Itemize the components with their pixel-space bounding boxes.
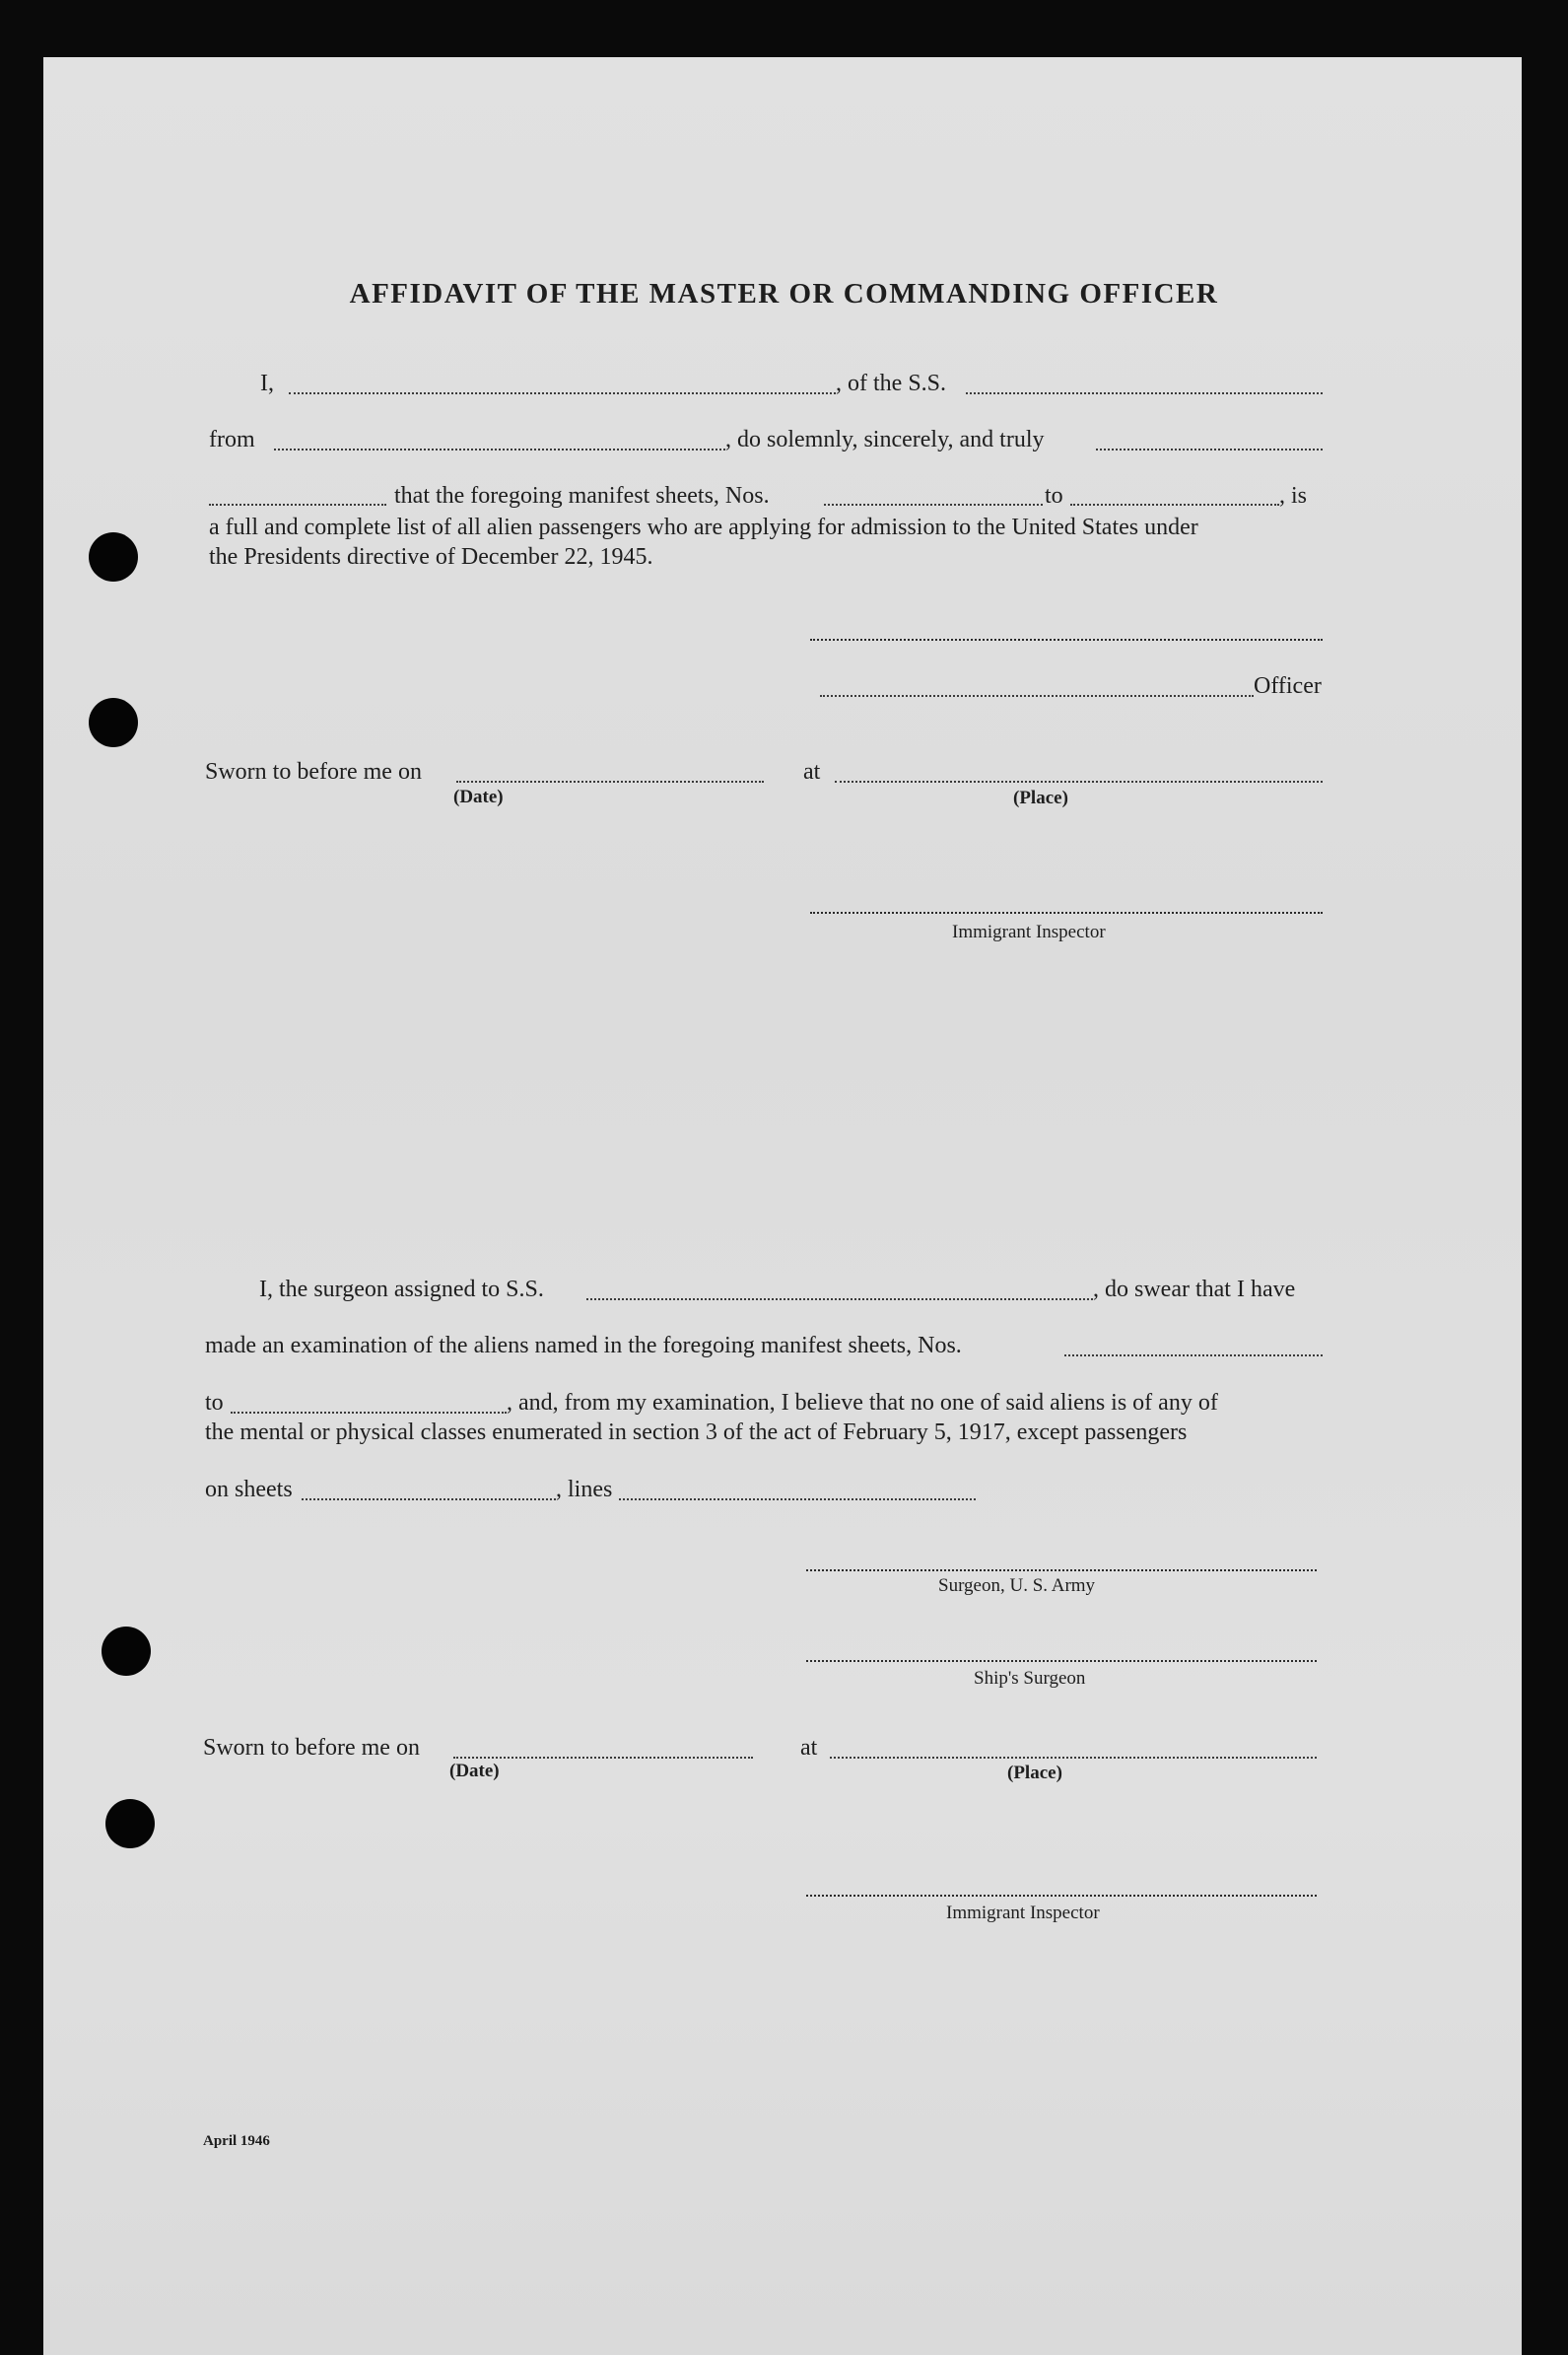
army-surgeon-caption: Surgeon, U. S. Army — [938, 1575, 1096, 1596]
master-signature-line[interactable] — [810, 639, 1323, 641]
surgeon-to-label: to — [205, 1390, 224, 1416]
master-swear-field[interactable] — [1096, 449, 1323, 450]
officer-signature-line[interactable] — [820, 695, 1254, 697]
surgeon-belief-line: , and, from my examination, I believe that no one of said aliens is of any of — [507, 1390, 1218, 1416]
binder-hole — [102, 1627, 151, 1676]
master-i-label: I, — [260, 371, 274, 396]
form-title: AFFIDAVIT OF THE MASTER OR COMMANDING OFFICER — [349, 278, 1219, 310]
surgeon-onsheets-field[interactable] — [302, 1498, 556, 1500]
surgeon-ship-field[interactable] — [586, 1298, 1093, 1300]
form-date-footer: April 1946 — [203, 2133, 270, 2149]
master-sworn-date-field[interactable] — [456, 781, 764, 783]
master-directive-line: the Presidents directive of December 22, 1945. — [209, 544, 653, 570]
ship-surgeon-signature-line[interactable] — [806, 1660, 1317, 1662]
surgeon-lines-field[interactable] — [619, 1498, 976, 1500]
master-from-field[interactable] — [274, 449, 725, 450]
master-at-label: at — [803, 759, 821, 785]
surgeon-date-caption: (Date) — [449, 1761, 500, 1781]
master-ss-label: , of the S.S. — [836, 371, 947, 396]
army-surgeon-signature-line[interactable] — [806, 1569, 1317, 1571]
master-statement-line: a full and complete list of all alien passengers who are applying for admission to the United States under — [209, 515, 1198, 540]
surgeon-swear-label: , do swear that I have — [1093, 1277, 1296, 1302]
surgeon-intro-label: I, the surgeon assigned to S.S. — [259, 1277, 544, 1302]
officer-label: Officer — [1254, 673, 1322, 699]
binder-hole — [89, 698, 138, 747]
master-sworn-place-field[interactable] — [835, 781, 1323, 783]
surgeon-lines-label: , lines — [556, 1477, 613, 1502]
master-solemn-label: , do solemnly, sincerely, and truly — [725, 427, 1045, 452]
master-from-label: from — [209, 427, 255, 452]
surgeon-sheets-to-field[interactable] — [231, 1412, 507, 1414]
binder-hole — [89, 532, 138, 582]
master-sheets-label: that the foregoing manifest sheets, Nos. — [394, 483, 770, 509]
surgeon-at-label: at — [800, 1735, 818, 1761]
surgeon-place-caption: (Place) — [1007, 1763, 1062, 1783]
surgeon-sworn-place-field[interactable] — [830, 1757, 1317, 1759]
master-sworn-label: Sworn to before me on — [205, 759, 422, 785]
master-ship-field[interactable] — [966, 392, 1323, 394]
master-sheets-to-field[interactable] — [1070, 504, 1279, 506]
surgeon-sheets-from-field[interactable] — [1064, 1354, 1323, 1356]
master-oath-field[interactable] — [209, 504, 386, 506]
binder-hole — [105, 1799, 155, 1848]
surgeon-inspector-caption: Immigrant Inspector — [946, 1903, 1100, 1923]
surgeon-sworn-label: Sworn to before me on — [203, 1735, 420, 1761]
surgeon-inspector-signature-line[interactable] — [806, 1895, 1317, 1897]
surgeon-onsheets-label: on sheets — [205, 1477, 293, 1502]
master-inspector-signature-line[interactable] — [810, 912, 1323, 914]
surgeon-sworn-date-field[interactable] — [453, 1757, 753, 1759]
master-sheets-from-field[interactable] — [824, 504, 1043, 506]
master-date-caption: (Date) — [453, 787, 504, 807]
master-place-caption: (Place) — [1013, 788, 1068, 808]
form-sheet — [43, 57, 1522, 2355]
ship-surgeon-caption: Ship's Surgeon — [974, 1668, 1086, 1689]
master-name-field[interactable] — [289, 392, 836, 394]
surgeon-classes-line: the mental or physical classes enumerated in section 3 of the act of February 5, 1917, except passengers — [205, 1420, 1188, 1445]
master-to-label: to — [1045, 483, 1063, 509]
master-inspector-caption: Immigrant Inspector — [952, 922, 1106, 942]
master-is-label: , is — [1279, 483, 1308, 509]
surgeon-exam-line: made an examination of the aliens named in the foregoing manifest sheets, Nos. — [205, 1333, 962, 1358]
